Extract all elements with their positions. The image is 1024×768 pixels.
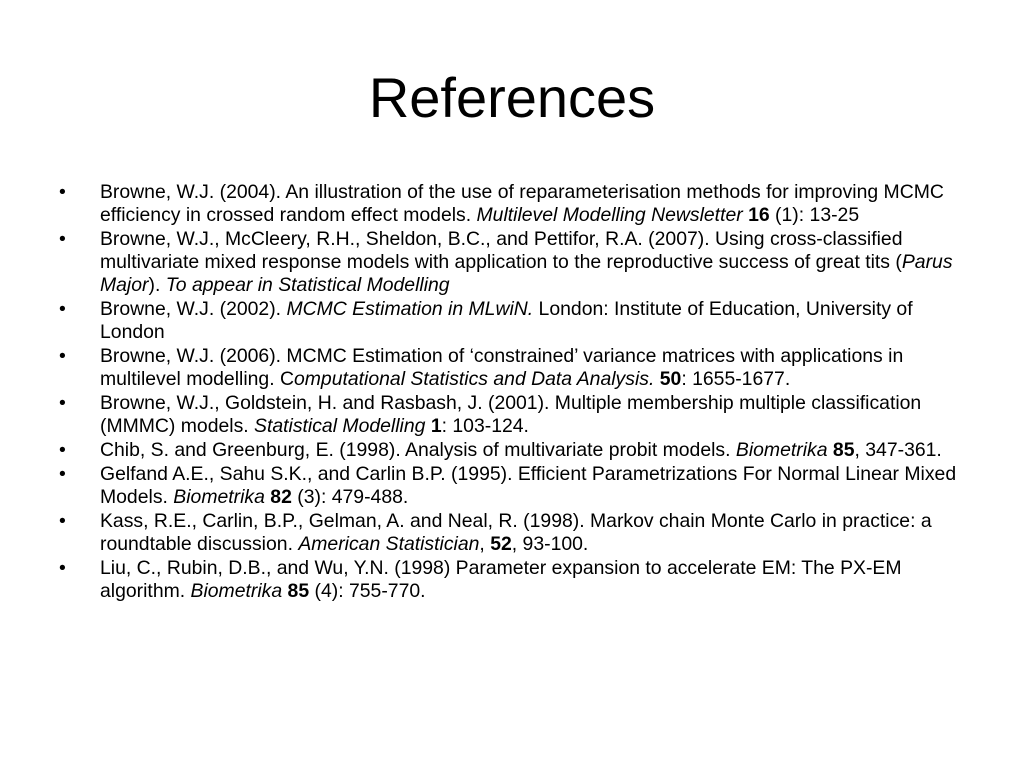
reference-bold-text: 1 bbox=[430, 415, 442, 437]
reference-item bbox=[56, 228, 976, 297]
reference-italic-text: Biometrika bbox=[190, 580, 283, 602]
reference-text: Gelfand A.E., Sahu S.K., and Carlin B.P. (1995). Efficient Parametrizations For Normal Linear Mixed Models. bbox=[100, 463, 957, 508]
reference-item bbox=[56, 181, 976, 227]
reference-text: London: Institute of Education, University of London bbox=[100, 298, 913, 343]
reference-bold-text: 52 bbox=[490, 533, 512, 555]
reference-text: (4): 755-770. bbox=[309, 580, 426, 602]
reference-text: Browne, W.J., McCleery, R.H., Sheldon, B.C., and Pettifor, R.A. (2007). Using cross-classified multivariate mixed response models with application to the reproductive success of great tits ( bbox=[100, 228, 903, 273]
reference-text: : 1655-1677. bbox=[681, 368, 791, 390]
reference-text: Browne, W.J., Goldstein, H. and Rasbash, J. (2001). Multiple membership multiple classification (MMMC) models. bbox=[100, 392, 922, 437]
bullet-icon: • bbox=[59, 439, 66, 461]
reference-item bbox=[56, 392, 976, 438]
reference-text: ). bbox=[148, 274, 166, 296]
reference-item bbox=[56, 298, 976, 344]
reference-text: Liu, C., Rubin, D.B., and Wu, Y.N. (1998) Parameter expansion to accelerate EM: The PX-EM algorithm. bbox=[100, 557, 902, 602]
bullet-icon: • bbox=[59, 228, 66, 250]
bullet-icon: • bbox=[59, 392, 66, 414]
reference-italic-text: Multilevel Modelling Newsletter bbox=[476, 204, 743, 226]
bullet-icon: • bbox=[59, 181, 66, 203]
reference-text: (1): 13-25 bbox=[769, 204, 860, 226]
reference-bold-text: 85 bbox=[287, 580, 310, 602]
reference-italic-text: MCMC Estimation in MLwiN. bbox=[286, 298, 534, 320]
reference-item bbox=[56, 439, 976, 462]
reference-text: Kass, R.E., Carlin, B.P., Gelman, A. and Neal, R. (1998). Markov chain Monte Carlo in practice: a roundtable discussion. bbox=[100, 510, 932, 555]
reference-text: Browne, W.J. (2006). MCMC Estimation of ‘constrained’ variance matrices with applications in multilevel modelling. C bbox=[100, 345, 904, 390]
bullet-icon: • bbox=[59, 345, 66, 367]
reference-bold-text: 50 bbox=[659, 368, 682, 390]
reference-text: Browne, W.J. (2004). An illustration of the use of reparameterisation methods for improving MCMC efficiency in crossed random effect models. bbox=[100, 181, 944, 226]
reference-text: , bbox=[479, 533, 491, 555]
reference-text: , 347-361. bbox=[854, 439, 942, 461]
reference-text: , 93-100. bbox=[511, 533, 589, 555]
reference-italic-text: Biometrika bbox=[735, 439, 828, 461]
reference-text: (3): 479-488. bbox=[291, 486, 409, 508]
reference-item bbox=[56, 510, 976, 556]
reference-text: Chib, S. and Greenburg, E. (1998). Analysis of multivariate probit models. bbox=[100, 439, 736, 461]
reference-text: : 103-124. bbox=[441, 415, 529, 437]
reference-bold-text: 16 bbox=[748, 204, 770, 226]
reference-list bbox=[56, 181, 976, 604]
reference-text: Browne, W.J. (2002). bbox=[100, 298, 287, 320]
reference-italic-text: omputational Statistics and Data Analysis. bbox=[293, 368, 655, 390]
reference-italic-text: American Statistician bbox=[298, 533, 480, 555]
reference-italic-text: Biometrika bbox=[173, 486, 265, 508]
reference-item bbox=[56, 463, 976, 509]
slide-title: References bbox=[368, 66, 656, 129]
reference-italic-text: Statistical Modelling bbox=[254, 415, 426, 437]
reference-item bbox=[56, 345, 976, 391]
reference-bold-text: 82 bbox=[270, 486, 292, 508]
bullet-icon: • bbox=[59, 463, 66, 485]
bullet-icon: • bbox=[59, 298, 66, 320]
reference-italic-text: Parus Major bbox=[100, 251, 953, 296]
bullet-icon: • bbox=[59, 557, 66, 579]
reference-bold-text: 85 bbox=[832, 439, 855, 461]
bullet-icon: • bbox=[59, 510, 66, 532]
reference-item bbox=[56, 557, 976, 603]
reference-italic-text: To appear in Statistical Modelling bbox=[165, 274, 450, 296]
